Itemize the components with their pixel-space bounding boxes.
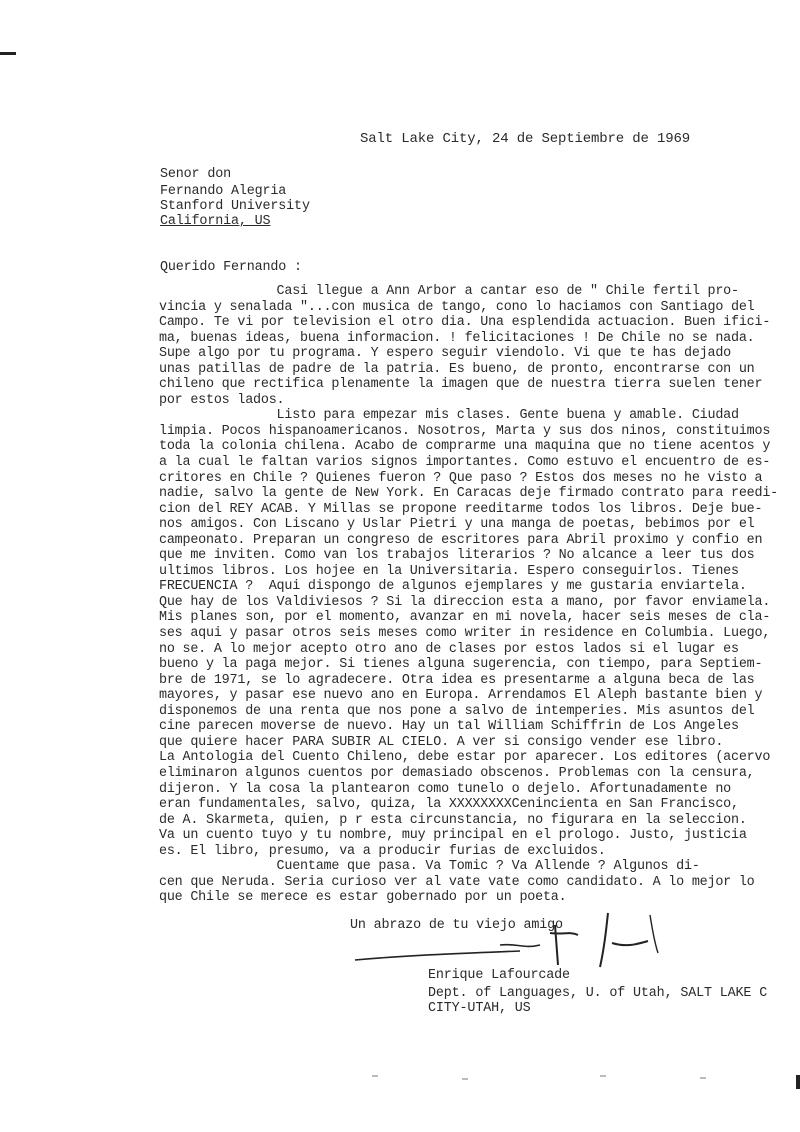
scan-speck: [600, 1075, 606, 1077]
body-line: eran fundamentales, salvo, quiza, la XXXXXXXXCenincienta en San Francisco,: [159, 797, 739, 813]
body-line: que quiere hacer PARA SUBIR AL CIELO. A ver si consigo vender ese libro.: [159, 734, 724, 750]
body-line: cine parecen moverse de nuevo. Hay un tal William Schiffrin de Los Angeles: [159, 719, 739, 735]
greeting: Querido Fernando :: [160, 260, 302, 275]
body-line: es. El libro, presumo, va a producir furias de excluidos.: [159, 843, 606, 859]
letter-body: [159, 284, 778, 906]
body-line: a la cual le faltan varios signos importantes. Como estuvo el encuentro de es-: [159, 455, 771, 471]
body-line: nadie, salvo la gente de New York. En Caracas deje firmado contrato para reedi-: [159, 486, 779, 502]
body-line: unas patillas de padre de la patria. Es bueno, de pronto, encontrarse con un: [159, 361, 755, 377]
body-line: La Antologia del Cuento Chileno, debe estar por aparecer. Los editores (acervo: [159, 750, 771, 766]
body-line: bre de 1971, se lo agradecere. Otra idea es presentarme a alguna beca de las: [159, 672, 755, 688]
body-line: de A. Skarmeta, quien, p r esta circunstancia, no figurara en la seleccion.: [159, 812, 747, 828]
recipient-title: Senor don: [160, 167, 231, 182]
body-line: Casi llegue a Ann Arbor a cantar eso de " Chile fertil pro-: [159, 284, 739, 299]
body-line: cion del REY ACAB. Y Millas se propone reeditarme todos los libros. Deje bue-: [159, 501, 763, 517]
sender-name: Enrique Lafourcade: [428, 968, 570, 983]
body-line: que me inviten. Como van los trabajos literarios ? No alcance a leer tus dos: [159, 548, 755, 564]
body-line: bueno y la paga mejor. Si tienes alguna sugerencia, con tiempo, para Septiem-: [159, 657, 763, 673]
body-line: ses aqui y pasar otros seis meses como writer in residence en Columbia. Luego,: [159, 626, 771, 642]
closing-line: Un abrazo de tu viejo amigo: [350, 918, 563, 933]
body-line: ultimos libros. Los hojee en la Universitaria. Espero conseguirlos. Tienes: [159, 563, 739, 579]
body-line: que Chile se merece es estar gobernado por un poeta.: [159, 890, 567, 906]
body-line: vincia y senalada "...con musica de tango, cono lo haciamos con Santiago del: [159, 299, 755, 315]
scan-speck: [372, 1075, 378, 1077]
sender-dept-line1: Dept. of Languages, U. of Utah, SALT LAKE C: [428, 986, 768, 1001]
paragraph-2: [159, 408, 778, 859]
handwritten-signature: [350, 905, 680, 975]
body-line: Supe algo por tu programa. Y espero seguir viendolo. Vi que te has dejado: [159, 346, 732, 362]
body-line: Mis planes son, por el momento, avanzar en mi novela, hacer seis meses de cla-: [159, 610, 771, 626]
body-line: dijeron. Y la cosa la plantearon como tunelo o dejelo. Afortunadamente no: [159, 781, 732, 797]
body-line: mayores, y pasar ese nuevo ano en Europa. Arrendamos El Aleph bastante bien y: [159, 688, 763, 704]
body-line: nos amigos. Con Liscano y Uslar Pietri y una manga de poetas, bebimos por el: [159, 517, 755, 533]
body-line: Que hay de los Valdiviesos ? Si la direccion esta a mano, por favor enviamela.: [159, 594, 771, 610]
recipient-location: California, US: [160, 214, 271, 229]
body-line: FRECUENCIA ? Aqui dispongo de algunos ejemplares y me gustaria enviartela.: [159, 579, 747, 595]
paragraph-3: [159, 859, 778, 906]
body-line: toda la colonia chilena. Acabo de comprarme una maquina que no tiene acentos y: [159, 439, 771, 455]
body-line: chileno que rectifica plenamente la imagen que de nuestra tierra suelen tener: [159, 377, 763, 393]
body-line: limpia. Pocos hispanoamericanos. Nosotros, Marta y sus dos ninos, constituimos: [159, 423, 771, 439]
body-line: Campo. Te vi por television el otro dia. Una esplendida actuacion. Buen ifici-: [159, 315, 771, 331]
recipient-name: Fernando Alegria: [160, 184, 287, 199]
scan-edge-mark-right: [796, 1075, 800, 1089]
body-line: Cuentame que pasa. Va Tomic ? Va Allende ? Algunos di-: [159, 859, 700, 875]
paragraph-1: [159, 284, 778, 408]
scan-speck: [462, 1078, 468, 1080]
sender-dept-line2: CITY-UTAH, US: [428, 1001, 531, 1016]
body-line: eliminaron algunos cuentos por demasiado obscenos. Problemas con la censura,: [159, 765, 755, 781]
scan-speck: [700, 1077, 706, 1079]
body-line: por estos lados.: [159, 392, 285, 408]
date-line: Salt Lake City, 24 de Septiembre de 1969: [360, 131, 691, 147]
body-line: disponemos de una renta que nos pone a salvo de intemperies. Mis asuntos del: [159, 703, 755, 719]
body-line: Va un cuento tuyo y tu nombre, muy principal en el prologo. Justo, justicia: [159, 828, 747, 844]
body-line: no se. A lo mejor acepto otro ano de clases por estos lados si el lugar es: [159, 641, 739, 657]
body-line: campeonato. Preparan un congreso de escritores para Abril proximo y confio en: [159, 532, 763, 548]
body-line: Listo para empezar mis clases. Gente buena y amable. Ciudad: [159, 408, 739, 424]
body-line: critores en Chile ? Quienes fueron ? Que paso ? Estos dos meses no he visto a: [159, 470, 763, 486]
body-line: ma, buenas ideas, buena informacion. ! felicitaciones ! De Chile no se nada.: [159, 330, 755, 346]
body-line: cen que Neruda. Seria curioso ver al vate vate como candidato. A lo mejor lo: [159, 874, 755, 890]
scan-edge-mark: [0, 52, 16, 55]
recipient-institution: Stanford University: [160, 199, 310, 214]
